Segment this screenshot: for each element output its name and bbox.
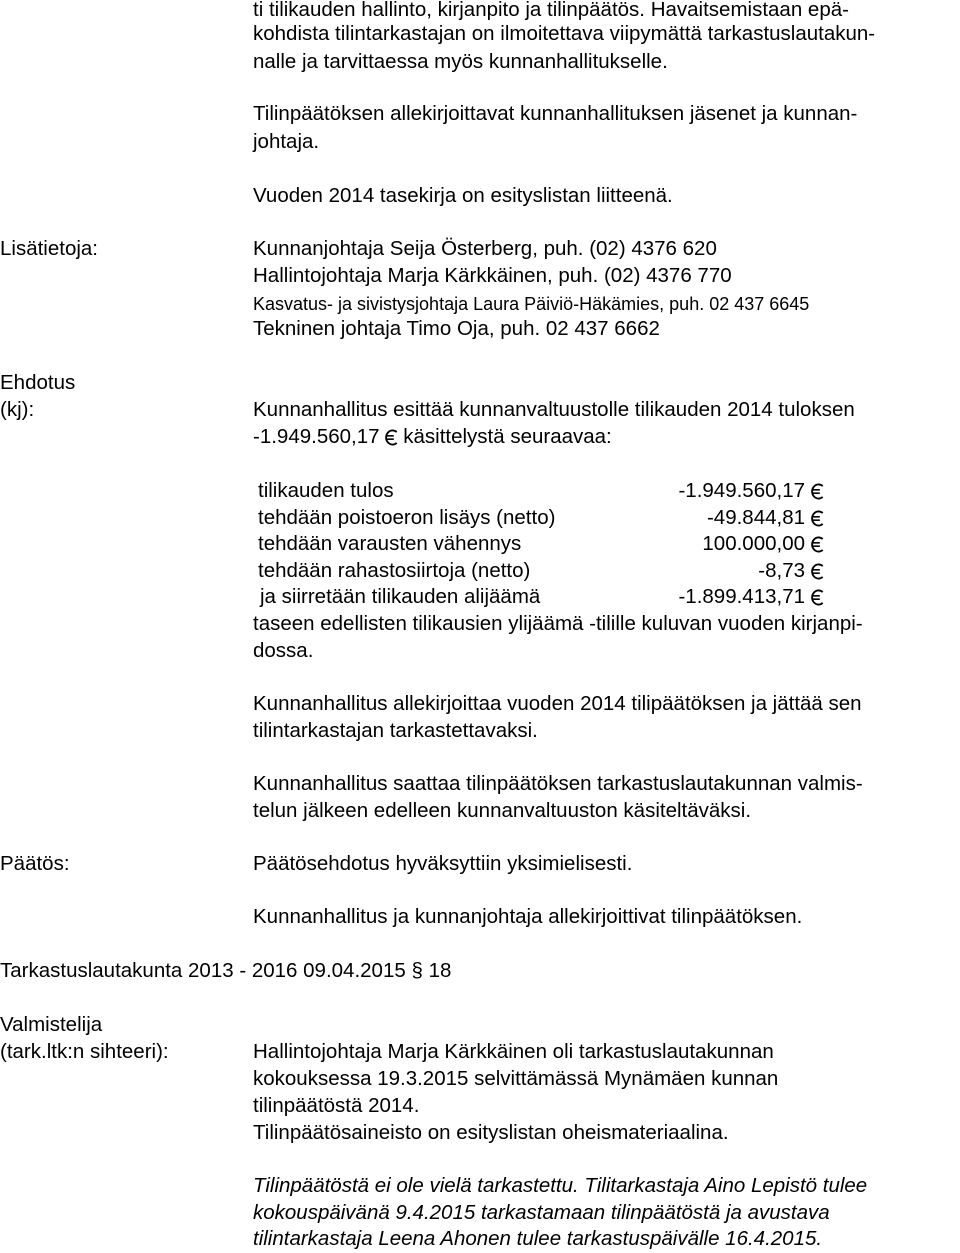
result-row-label: tehdään varausten vähennys — [258, 532, 522, 555]
euro-icon — [385, 429, 398, 446]
intro-line: ti tilikauden hallinto, kirjanpito ja tilinpäätös. Havaitsemistaan epä- — [253, 0, 849, 21]
result-row-value: -1.899.413,71 — [678, 585, 805, 608]
contact-line: Tekninen johtaja Timo Oja, puh. 02 437 6662 — [253, 317, 660, 340]
result-row-label: tilikauden tulos — [258, 479, 394, 502]
result-row-value: -1.949.560,17 — [678, 479, 805, 502]
contact-line: Hallintojohtaja Marja Kärkkäinen, puh. (02) 4376 770 — [253, 264, 732, 287]
intro-line: nalle ja tarvittaessa myös kunnanhallitukselle. — [253, 50, 668, 73]
euro-icon — [811, 510, 824, 527]
proposal-amount: -1.949.560,17 — [253, 425, 380, 448]
contact-line: Kunnanjohtaja Seija Österberg, puh. (02) 4376 620 — [253, 237, 717, 260]
section-number: 18 — [428, 959, 452, 982]
result-row-value: -49.844,81 — [706, 506, 805, 529]
signers-line: johtaja. — [253, 130, 320, 153]
proposal-line — [253, 425, 612, 449]
euro-icon — [811, 483, 824, 500]
section-sign: § — [411, 959, 423, 982]
euro-icon — [811, 563, 824, 580]
preparer-label: Valmistelija — [0, 1013, 103, 1036]
transfer-line: taseen edellisten tilikausien ylijäämä -tilille kuluvan vuoden kirjanpi- — [253, 612, 863, 635]
contact-line: Kasvatus- ja sivistysjohtaja Laura Päiviö-Häkämies, puh. 02 437 6645 — [253, 294, 810, 314]
preparer-label-sub: (tark.ltk:n sihteeri): — [0, 1040, 169, 1063]
result-row-value: 100.000,00 — [702, 532, 805, 555]
forward-line: telun jälkeen edelleen kunnanvaltuuston käsiteltäväksi. — [253, 799, 752, 822]
attachment-note: Vuoden 2014 tasekirja on esityslistan liitteenä. — [253, 184, 673, 207]
decision-signed: Kunnanhallitus ja kunnanjohtaja allekirjoittivat tilinpäätöksen. — [253, 905, 803, 928]
preparer-note-line: Tilinpäätöstä ei ole vielä tarkastettu. Tilitarkastaja Aino Lepistö tulee — [253, 1174, 868, 1197]
decision-label: Päätös: — [0, 852, 70, 875]
intro-line: kohdista tilintarkastajan on ilmoitettava viipymättä tarkastuslautakun- — [253, 22, 876, 45]
proposal-line: Kunnanhallitus esittää kunnanvaltuustolle tilikauden 2014 tuloksen — [253, 398, 855, 421]
contacts-label: Lisätietoja: — [0, 237, 99, 260]
signers-line: Tilinpäätöksen allekirjoittavat kunnanhallituksen jäsenet ja kunnan- — [253, 102, 858, 125]
preparer-note-line: tilintarkastaja Leena Ahonen tulee tarkastuspäivälle 16.4.2015. — [253, 1227, 823, 1250]
decision-text: Päätösehdotus hyväksyttiin yksimielisesti. — [253, 852, 633, 875]
sign-line: tilintarkastajan tarkastettavaksi. — [253, 719, 538, 742]
preparer-line: tilinpäätöstä 2014. — [253, 1094, 420, 1117]
sign-line: Kunnanhallitus allekirjoittaa vuoden 2014 tilipäätöksen ja jättää sen — [253, 692, 862, 715]
section-heading — [0, 959, 451, 983]
euro-icon — [811, 536, 824, 553]
preparer-note-line: kokouspäivänä 9.4.2015 tarkastamaan tilinpäätöstä ja avustava — [253, 1201, 830, 1224]
result-row-label: ja siirretään tilikauden alijäämä — [260, 585, 541, 608]
proposal-line-tail: käsittelystä seuraavaa: — [403, 425, 612, 448]
preparer-line: Hallintojohtaja Marja Kärkkäinen oli tarkastuslautakunnan — [253, 1040, 774, 1063]
euro-icon — [811, 589, 824, 606]
result-row-label: tehdään poistoeron lisäys (netto) — [258, 506, 556, 529]
forward-line: Kunnanhallitus saattaa tilinpäätöksen tarkastuslautakunnan valmis- — [253, 772, 863, 795]
result-row-value: -8,73 — [758, 559, 805, 582]
preparer-line: kokouksessa 19.3.2015 selvittämässä Mynämäen kunnan — [253, 1067, 779, 1090]
proposal-label: Ehdotus — [0, 371, 76, 394]
result-row-label: tehdään rahastosiirtoja (netto) — [258, 559, 531, 582]
section-heading-text: Tarkastuslautakunta 2013 - 2016 09.04.2015 — [0, 959, 406, 982]
preparer-line: Tilinpäätösaineisto on esityslistan oheismateriaalina. — [253, 1121, 729, 1144]
proposal-label-sub: (kj): — [0, 398, 35, 421]
transfer-line: dossa. — [253, 639, 314, 662]
